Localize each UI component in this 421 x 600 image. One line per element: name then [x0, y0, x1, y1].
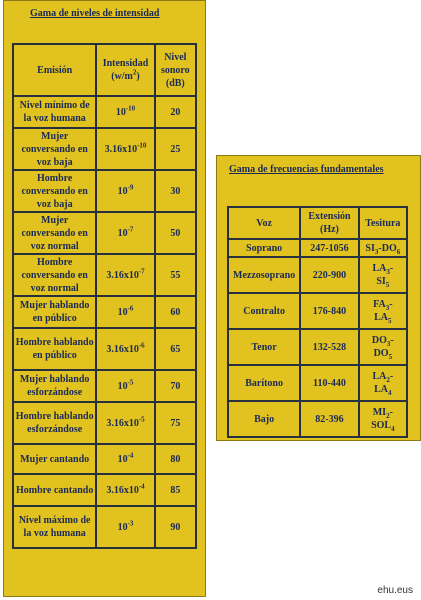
tesitura-cell: $SI_3-DO_6$: [359, 239, 407, 257]
intensity-exponent: -4: [127, 451, 134, 460]
header-intensidad-unit-end: ): [136, 71, 140, 82]
table-row: [13, 254, 196, 296]
emision-cell: Hombre hablando esforzándose: [13, 402, 96, 444]
extension-cell: 82-396: [300, 401, 358, 437]
intensity-exponent: -7: [138, 267, 145, 276]
intensity-value: [96, 128, 154, 170]
octave-high: 5: [385, 281, 390, 289]
intensity-panel: [3, 0, 206, 597]
frequencies-panel: [216, 155, 421, 441]
header-extension-label: Extensión: [308, 211, 351, 222]
note-low: MI: [372, 407, 387, 418]
intensity-mantissa: 10: [117, 306, 128, 318]
intensity-exponent: -5: [127, 378, 134, 387]
extension-cell: 176-840: [300, 293, 358, 329]
note-low: DO: [371, 335, 387, 346]
octave-low: 2: [386, 376, 390, 384]
intensity-value: [96, 296, 154, 328]
table-row: [13, 402, 196, 444]
intensity-exponent: -6: [138, 341, 145, 350]
voz-cell: Barítono: [228, 365, 300, 401]
table-row: [13, 506, 196, 548]
emision-cell: Hombre conversando en voz baja: [13, 170, 96, 212]
table-row: [13, 296, 196, 328]
intensity-table: [12, 43, 197, 549]
intensity-value: [96, 474, 154, 506]
header-intensidad-label: Intensidad: [102, 58, 149, 69]
octave-low: 3: [386, 340, 391, 348]
db-cell: 80: [155, 444, 196, 474]
octave-high: 4: [391, 425, 395, 433]
octave-low: 2: [386, 412, 390, 420]
extension-cell: 220-900: [300, 257, 358, 293]
db-cell: 60: [155, 296, 196, 328]
tesitura-cell: $DO_3-$ $DO_5$: [359, 329, 407, 365]
table-row: [13, 370, 196, 402]
intensity-mantissa: 3.16x10: [106, 417, 139, 429]
intensity-value: [96, 444, 154, 474]
extension-cell: 247-1056: [300, 239, 358, 257]
table-row: [13, 474, 196, 506]
emision-cell: Nivel máximo de la voz humana: [13, 506, 96, 548]
octave-low: 3: [374, 247, 379, 256]
table-row: [13, 212, 196, 254]
note-high: DO: [381, 242, 397, 254]
header-nivel-unit: (dB): [165, 77, 185, 89]
db-cell: 75: [155, 402, 196, 444]
header-intensidad-unit-exp: 2: [132, 68, 137, 77]
intensity-mantissa: 3.16x10: [106, 484, 139, 496]
octave-high: 5: [388, 317, 392, 325]
table-row: [228, 257, 407, 293]
frequencies-table: [227, 206, 408, 438]
voz-cell: Contralto: [228, 293, 300, 329]
db-cell: 55: [155, 254, 196, 296]
header-intensidad: [96, 44, 154, 96]
note-high: SI: [376, 276, 386, 287]
emision-cell: Nivel mínimo de la voz humana: [13, 96, 96, 128]
intensity-exponent: -9: [127, 183, 134, 192]
emision-cell: Mujer conversando en voz normal: [13, 212, 96, 254]
voz-cell: Bajo: [228, 401, 300, 437]
intensity-exponent: -10: [125, 104, 136, 113]
note-low: FA: [373, 299, 386, 310]
db-cell: 50: [155, 212, 196, 254]
intensity-mantissa: 10: [117, 227, 128, 239]
note-high: LA: [374, 312, 389, 323]
octave-high: 6: [396, 247, 401, 256]
intensity-value: [96, 506, 154, 548]
extension-cell: 132-528: [300, 329, 358, 365]
db-cell: 70: [155, 370, 196, 402]
intensity-exponent: -3: [127, 519, 134, 528]
emision-cell: Mujer hablando en público: [13, 296, 96, 328]
note-high: LA: [374, 384, 389, 395]
octave-low: 3: [385, 304, 390, 312]
table-row: [228, 239, 407, 257]
table-row: [228, 365, 407, 401]
db-cell: 20: [155, 96, 196, 128]
intensity-mantissa: 3.16x10: [106, 343, 139, 355]
octave-high: 4: [388, 389, 392, 397]
intensity-value: [96, 370, 154, 402]
intensity-mantissa: 3.16x10: [106, 269, 139, 281]
intensity-value: [96, 254, 154, 296]
db-cell: 30: [155, 170, 196, 212]
frequencies-title: Gama de frecuencias fundamentales: [229, 164, 384, 175]
intensity-value: [96, 212, 154, 254]
intensity-mantissa: 10: [117, 521, 128, 533]
tesitura-cell: $FA_3-$ $LA_5$: [359, 293, 407, 329]
intensity-title: Gama de niveles de intensidad: [30, 8, 160, 19]
tesitura-cell: $MI_2-$ $SOL_4$: [359, 401, 407, 437]
header-nivel: [155, 44, 196, 96]
db-cell: 90: [155, 506, 196, 548]
emision-cell: Mujer hablando esforzándose: [13, 370, 96, 402]
tesitura-cell: $LA_2-$ $LA_4$: [359, 365, 407, 401]
header-intensidad-unit-base: (w/m: [111, 71, 133, 82]
note-low: SI: [365, 242, 375, 254]
intensity-exponent: -6: [127, 304, 134, 313]
header-voz: Voz: [228, 207, 300, 239]
intensity-mantissa: 10: [117, 185, 128, 197]
header-nivel-label: Nivel: [164, 51, 187, 63]
intensity-exponent: -7: [127, 225, 134, 234]
table-row: [13, 170, 196, 212]
intensity-value: [96, 96, 154, 128]
intensity-value: [96, 328, 154, 370]
octave-low: 3: [386, 268, 390, 276]
table-row: [228, 329, 407, 365]
table-row: [13, 128, 196, 170]
site-watermark: ehu.eus: [377, 585, 413, 596]
db-cell: 85: [155, 474, 196, 506]
intensity-mantissa: 10: [117, 380, 128, 392]
table-row: [228, 401, 407, 437]
table-row: [13, 328, 196, 370]
extension-cell: 110-440: [300, 365, 358, 401]
intensity-mantissa: 10: [115, 106, 126, 118]
note-high: SOL: [371, 420, 392, 431]
intensity-value: [96, 170, 154, 212]
table-row: [228, 293, 407, 329]
intensity-mantissa: 3.16x10: [104, 143, 138, 155]
intensity-exponent: -10: [137, 141, 147, 150]
voz-cell: Mezzosoprano: [228, 257, 300, 293]
note-low: LA: [372, 263, 387, 274]
header-extension: [300, 207, 358, 239]
db-cell: 65: [155, 328, 196, 370]
emision-cell: Hombre cantando: [13, 474, 96, 506]
intensity-exponent: -5: [138, 415, 145, 424]
tesitura-cell: $LA_3-$ $SI_5$: [359, 257, 407, 293]
intensity-mantissa: 10: [117, 453, 128, 465]
frequencies-header-row: [228, 207, 407, 239]
header-extension-unit: (Hz): [320, 224, 339, 235]
header-emision: Emisión: [13, 44, 96, 96]
emision-cell: Hombre conversando en voz normal: [13, 254, 96, 296]
table-row: [13, 444, 196, 474]
header-nivel-sub: sonoro: [160, 64, 190, 76]
note-high: DO: [373, 348, 389, 359]
note-low: LA: [372, 371, 387, 382]
octave-high: 5: [388, 353, 393, 361]
emision-cell: Mujer cantando: [13, 444, 96, 474]
intensity-header-row: [13, 44, 196, 96]
voz-cell: Tenor: [228, 329, 300, 365]
emision-cell: Hombre hablando en público: [13, 328, 96, 370]
table-row: [13, 96, 196, 128]
intensity-value: [96, 402, 154, 444]
voz-cell: Soprano: [228, 239, 300, 257]
emision-cell: Mujer conversando en voz baja: [13, 128, 96, 170]
intensity-exponent: -4: [138, 482, 145, 491]
db-cell: 25: [155, 128, 196, 170]
header-tesitura: Tesitura: [359, 207, 407, 239]
